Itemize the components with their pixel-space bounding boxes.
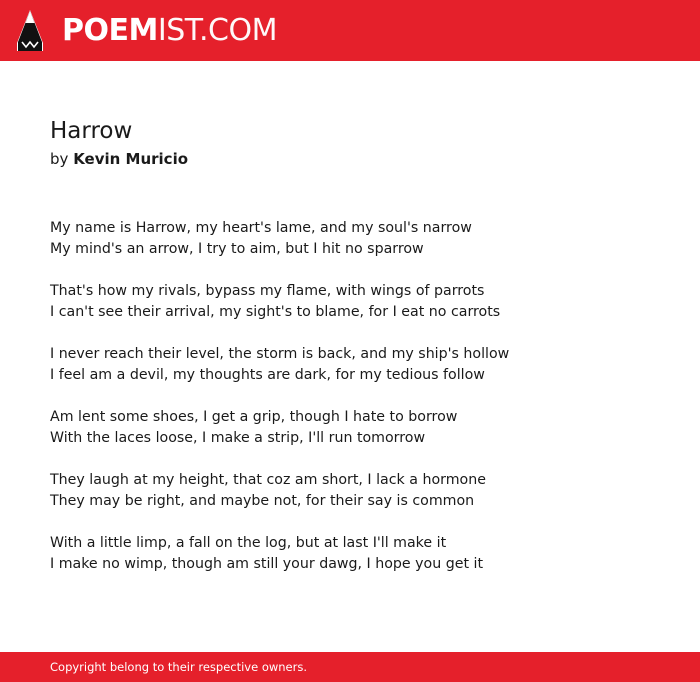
poem-title: Harrow — [50, 118, 133, 144]
poem-line: My mind's an arrow, I try to aim, but I hit no sparrow — [50, 241, 424, 257]
poem-line: They may be right, and maybe not, for their say is common — [50, 493, 475, 509]
poem-byline — [50, 148, 188, 170]
author-name: Kevin Muricio — [73, 150, 189, 168]
pencil-logo-icon[interactable] — [16, 9, 44, 52]
poem-stanza — [50, 218, 670, 260]
poem-stanza — [50, 533, 670, 575]
poem-line: I can't see their arrival, my sight's to blame, for I eat no carrots — [50, 304, 501, 320]
poem-line: That's how my rivals, bypass my flame, with wings of parrots — [50, 283, 485, 299]
by-label: by — [50, 150, 69, 168]
site-header — [0, 0, 700, 61]
poem-stanza — [50, 407, 670, 449]
brand-bold-text: POEM — [62, 13, 158, 48]
poem-line: I feel am a devil, my thoughts are dark, for my tedious follow — [50, 367, 485, 383]
copyright-notice: Copyright belong to their respective owners. — [50, 660, 308, 674]
poem-line: My name is Harrow, my heart's lame, and my soul's narrow — [50, 220, 472, 236]
poem-line: With the laces loose, I make a strip, I'll run tomorrow — [50, 430, 426, 446]
poem-stanza — [50, 344, 670, 386]
poem-stanza — [50, 281, 670, 323]
site-brand-link[interactable] — [62, 11, 277, 51]
poem-stanza — [50, 470, 670, 512]
poem-line: I never reach their level, the storm is back, and my ship's hollow — [50, 346, 510, 362]
site-footer — [0, 652, 700, 682]
poem-line: They laugh at my height, that coz am short, I lack a hormone — [50, 472, 486, 488]
poem-line: Am lent some shoes, I get a grip, though I hate to borrow — [50, 409, 458, 425]
poem-line: I make no wimp, though am still your dawg, I hope you get it — [50, 556, 484, 572]
brand-light-text: IST.COM — [157, 13, 277, 48]
poem-line: With a little limp, a fall on the log, but at last I'll make it — [50, 535, 447, 551]
poem-body — [50, 218, 670, 596]
